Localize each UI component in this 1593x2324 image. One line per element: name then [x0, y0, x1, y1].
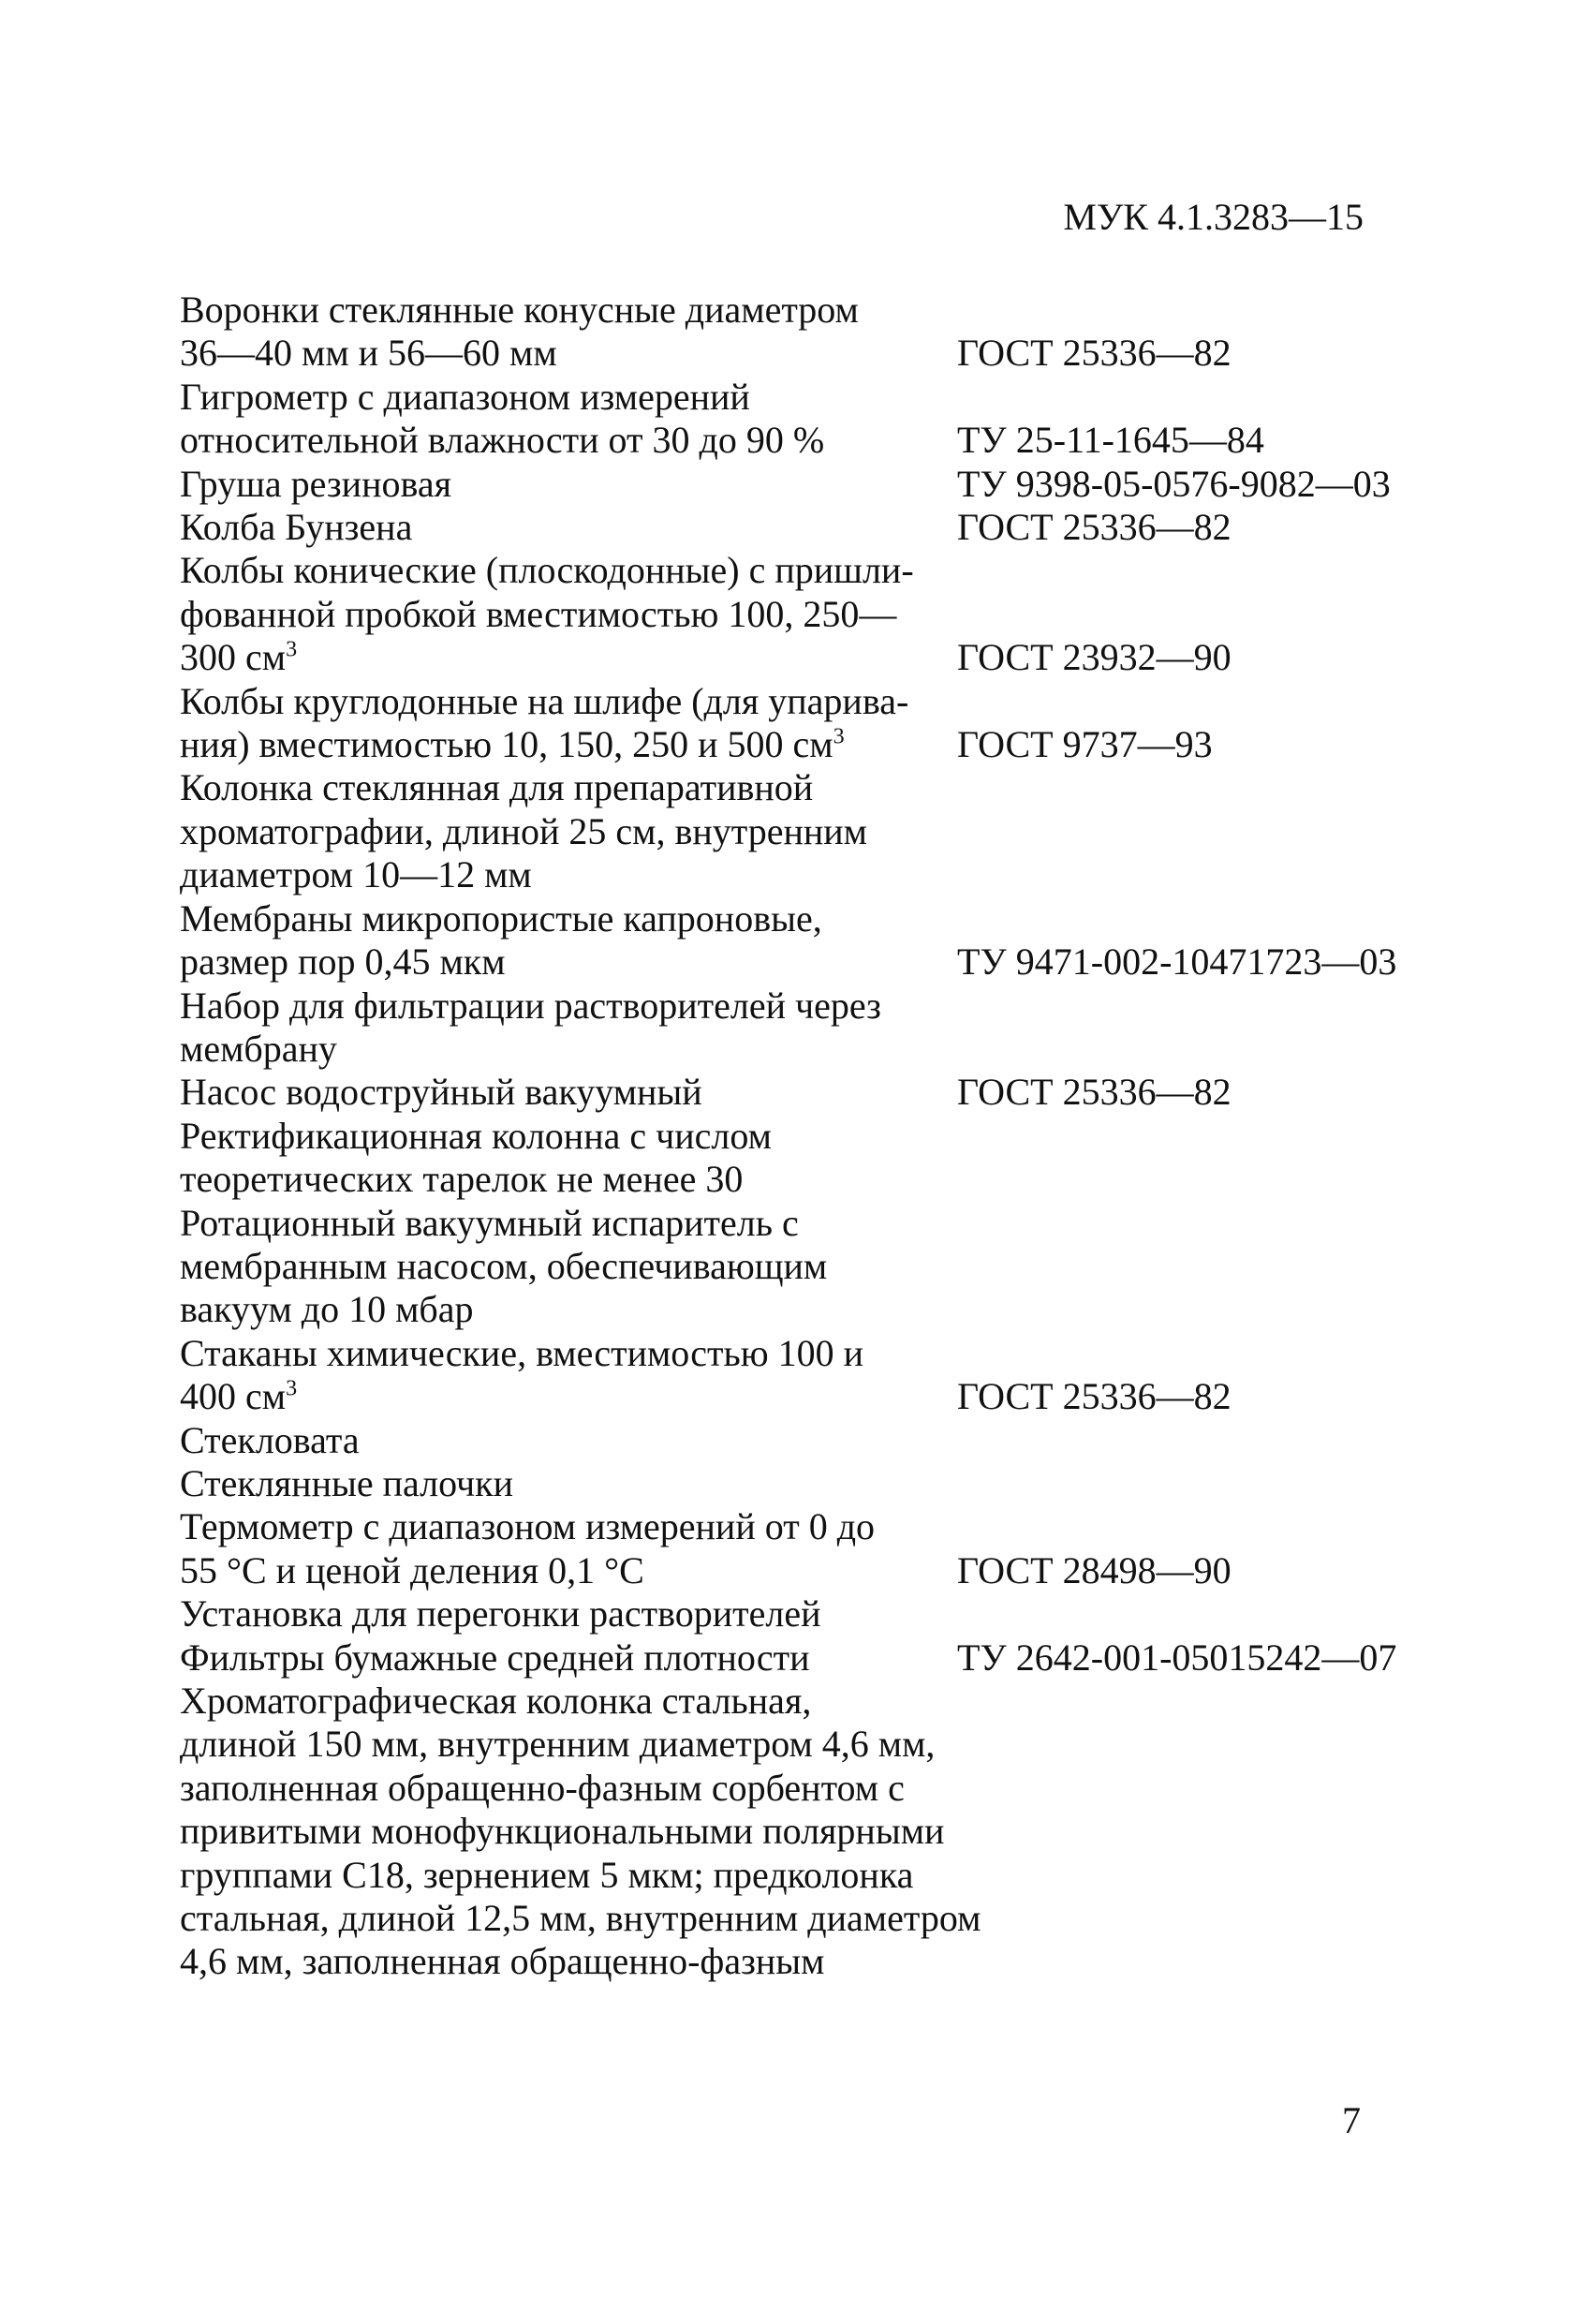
equipment-name — [180, 1636, 957, 1680]
equipment-name-line — [180, 680, 957, 723]
equipment-name-line — [180, 1245, 957, 1288]
equipment-name-line — [180, 897, 957, 940]
equipment-row — [180, 549, 1444, 679]
equipment-name-text: 55 °С и ценой деления 0,1 °С — [180, 1548, 644, 1591]
equipment-name-line — [180, 549, 957, 592]
equipment-name-line — [180, 1115, 957, 1158]
equipment-name-text: Воронки стеклянные конусные диаметром — [180, 289, 859, 331]
equipment-name-line — [180, 1636, 957, 1680]
equipment-name-text: размер пор 0,45 мкм — [180, 940, 506, 984]
equipment-name-line — [180, 1071, 957, 1114]
document-code-header: МУК 4.1.3283—15 — [1063, 196, 1364, 238]
equipment-name-text: 4,6 мм, заполненная обращенно-фазным — [180, 1940, 825, 1983]
equipment-row — [180, 506, 1444, 549]
equipment-name-line — [180, 1158, 957, 1201]
equipment-row — [180, 289, 1444, 376]
equipment-row — [180, 1462, 1444, 1505]
page-number: 7 — [1342, 2099, 1361, 2141]
equipment-name-line — [180, 289, 957, 332]
equipment-name-line — [180, 1202, 957, 1245]
equipment-name-text: длиной 150 мм, внутренним диаметром 4,6 мм, — [180, 1723, 936, 1766]
equipment-row — [180, 897, 1444, 984]
equipment-name — [180, 1419, 957, 1462]
equipment-name-text: диаметром 10—12 мм — [180, 853, 532, 896]
equipment-name-line — [180, 1767, 957, 1810]
equipment-name-text: Гигрометр с диапазоном измерений — [180, 375, 750, 418]
equipment-row — [180, 1202, 1444, 1332]
equipment-name-text: Колбы конические (плоскодонные) с пришли- — [180, 549, 914, 592]
equipment-row — [180, 1680, 1444, 1984]
standard-reference: ГОСТ 25336—82 — [957, 332, 1232, 375]
equipment-name-text: относительной влажности от 30 до 90 % — [180, 419, 825, 462]
unit-superscript: 3 — [833, 724, 845, 749]
equipment-row — [180, 766, 1444, 896]
equipment-name-text: мембранным насосом, обеспечивающим — [180, 1244, 828, 1287]
equipment-row — [180, 1505, 1444, 1592]
equipment-name-line — [180, 463, 957, 506]
equipment-name-line — [180, 1332, 957, 1375]
equipment-row — [180, 1419, 1444, 1462]
equipment-name — [180, 680, 957, 767]
equipment-name-line — [180, 984, 957, 1028]
equipment-name-line — [180, 1462, 957, 1505]
standard-reference: ГОСТ 28498—90 — [957, 1548, 1232, 1591]
unit-superscript: 3 — [286, 1376, 298, 1401]
equipment-name-text: мембрану — [180, 1027, 337, 1070]
equipment-name-text: привитыми монофункциональными полярными — [180, 1810, 945, 1853]
equipment-row — [180, 1115, 1444, 1202]
equipment-name-text: заполненная обращенно-фазным сорбентом с — [180, 1766, 905, 1809]
equipment-name-line — [180, 1549, 957, 1592]
equipment-name — [180, 1505, 957, 1592]
equipment-name-line — [180, 1810, 957, 1853]
equipment-name-text: Колонка стеклянная для препаративной — [180, 766, 814, 809]
equipment-name-line — [180, 1375, 957, 1418]
equipment-name-line — [180, 723, 957, 766]
standard-reference: ГОСТ 25336—82 — [957, 1071, 1232, 1114]
equipment-name-line — [180, 810, 957, 853]
equipment-name — [180, 289, 957, 376]
equipment-name-text: Установка для перегонки растворителей — [180, 1592, 821, 1636]
equipment-name — [180, 1115, 957, 1202]
equipment-name — [180, 1462, 957, 1505]
equipment-row — [180, 463, 1444, 506]
equipment-name-text: 400 см — [180, 1375, 287, 1418]
equipment-name-line — [180, 419, 957, 462]
equipment-name-text: фованной пробкой вместимостью 100, 250— — [180, 592, 897, 635]
equipment-name — [180, 463, 957, 506]
equipment-name — [180, 897, 957, 984]
unit-superscript: 3 — [286, 637, 298, 662]
standard-reference: ТУ 2642-001-05015242—07 — [957, 1636, 1397, 1679]
equipment-name-text: ния) вместимостью 10, 150, 250 и 500 см — [180, 723, 833, 766]
equipment-name-line — [180, 1940, 957, 1983]
equipment-name-text: Мембраны микропористые капроновые, — [180, 896, 822, 940]
equipment-name-text: Колба Бунзена — [180, 506, 413, 549]
equipment-name-line — [180, 1592, 957, 1636]
equipment-row — [180, 1636, 1444, 1680]
standard-reference: ТУ 9471-002-10471723—03 — [957, 940, 1397, 984]
equipment-name-line — [180, 1680, 957, 1723]
equipment-name — [180, 549, 957, 679]
standard-reference: ГОСТ 25336—82 — [957, 506, 1232, 549]
equipment-name-text: Термометр с диапазоном измерений от 0 до — [180, 1505, 876, 1548]
equipment-row — [180, 984, 1444, 1072]
equipment-name-text: Стекловата — [180, 1418, 360, 1461]
equipment-name — [180, 1202, 957, 1332]
equipment-name-text: вакуум до 10 мбар — [180, 1288, 474, 1331]
equipment-name-text: Фильтры бумажные средней плотности — [180, 1636, 810, 1679]
equipment-name-line — [180, 853, 957, 896]
equipment-name-line — [180, 1028, 957, 1071]
equipment-name-text: Набор для фильтрации растворителей через — [180, 984, 881, 1027]
equipment-row — [180, 1332, 1444, 1419]
equipment-name — [180, 376, 957, 463]
equipment-name — [180, 1071, 957, 1114]
standard-reference: ГОСТ 25336—82 — [957, 1375, 1232, 1418]
equipment-name — [180, 506, 957, 549]
equipment-name-text: Колбы круглодонные на шлифе (для упарива- — [180, 679, 909, 722]
equipment-name-text: Груша резиновая — [180, 462, 451, 505]
equipment-name — [180, 984, 957, 1072]
equipment-name-line — [180, 1288, 957, 1331]
equipment-name-line — [180, 376, 957, 419]
equipment-name-text: Насос водоструйный вакуумный — [180, 1071, 702, 1114]
standard-reference: ГОСТ 9737—93 — [957, 723, 1213, 766]
equipment-name-line — [180, 332, 957, 375]
equipment-name-text: группами С18, зернением 5 мкм; предколонка — [180, 1853, 914, 1896]
standard-reference: ТУ 9398-05-0576-9082—03 — [957, 462, 1391, 505]
equipment-name-text: теоретических тарелок не менее 30 — [180, 1158, 744, 1201]
standard-reference: ТУ 25-11-1645—84 — [957, 419, 1264, 462]
equipment-name-line — [180, 1723, 957, 1766]
equipment-name-text: 36—40 мм и 56—60 мм — [180, 332, 557, 375]
equipment-row — [180, 376, 1444, 463]
equipment-name-text: Хроматографическая колонка стальная, — [180, 1680, 812, 1722]
equipment-name-text: Стеклянные палочки — [180, 1461, 514, 1504]
equipment-name-text: Стаканы химические, вместимостью 100 и — [180, 1331, 864, 1374]
equipment-name-text: 300 см — [180, 636, 287, 679]
equipment-name-line — [180, 1505, 957, 1548]
equipment-name-line — [180, 506, 957, 549]
equipment-name — [180, 1332, 957, 1419]
equipment-name-text: хроматографии, длиной 25 см, внутренним — [180, 809, 867, 852]
equipment-name — [180, 1680, 981, 1984]
equipment-name-line — [180, 636, 957, 679]
equipment-name-text: Ротационный вакуумный испаритель с — [180, 1201, 799, 1244]
standard-reference: ГОСТ 23932—90 — [957, 636, 1232, 679]
equipment-name-line — [180, 766, 957, 809]
equipment-name-line — [180, 1419, 957, 1462]
equipment-name-line — [180, 593, 957, 636]
equipment-name — [180, 1592, 957, 1636]
equipment-name — [180, 766, 957, 896]
equipment-row — [180, 680, 1444, 767]
equipment-row — [180, 1592, 1444, 1636]
equipment-list — [180, 289, 1444, 1984]
equipment-name-line — [180, 940, 957, 984]
equipment-name-text: стальная, длиной 12,5 мм, внутренним диаметром — [180, 1897, 981, 1940]
equipment-row — [180, 1071, 1444, 1114]
equipment-name-line — [180, 1854, 957, 1897]
equipment-name-text: Ректификационная колонна с числом — [180, 1114, 772, 1157]
equipment-name-line — [180, 1897, 981, 1940]
